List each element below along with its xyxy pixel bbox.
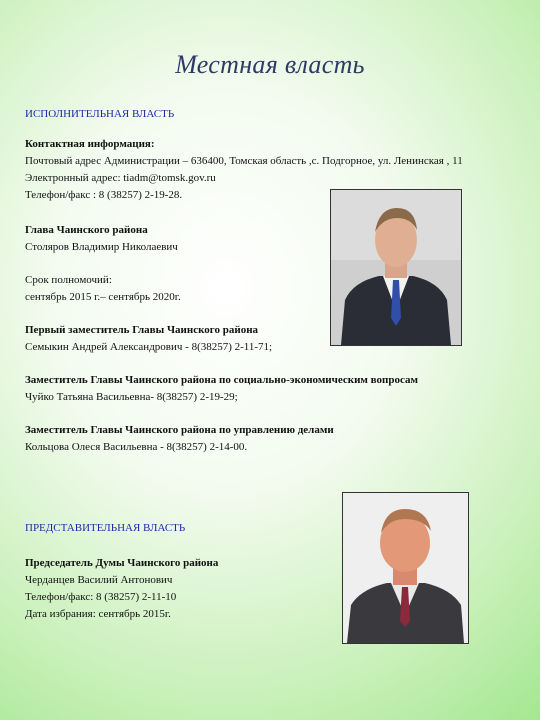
- portrait-man-suit-icon: [343, 493, 468, 643]
- chair-name: Черданцев Василий Антонович: [25, 574, 173, 586]
- chair-portrait-photo: [342, 492, 469, 644]
- deputy1-title: Первый заместитель Главы Чаинского района: [25, 324, 259, 336]
- head-portrait-photo: [330, 189, 462, 346]
- deputy1-info: Семыкин Андрей Александрович - 8(38257) 2-11-71;: [25, 341, 273, 353]
- deputy3-block: [25, 422, 334, 456]
- page-title: Местная власть: [175, 50, 365, 79]
- chair-title: Председатель Думы Чаинского района: [25, 557, 219, 569]
- contact-label: Контактная информация:: [25, 138, 155, 150]
- executive-heading: ИСПОЛНИТЕЛЬНАЯ ВЛАСТЬ: [25, 108, 175, 120]
- chair-elected: Дата избрания: сентябрь 2015г.: [25, 608, 171, 620]
- chair-block: [25, 555, 218, 623]
- term-label: Срок полномочий:: [25, 274, 112, 286]
- email-address: Электронный адрес: tiadm@tomsk.gov.ru: [25, 172, 216, 184]
- postal-address: Почтовый адрес Администрации – 636400, Томская область ,с. Подгорное, ул. Ленинская , 11: [25, 155, 463, 167]
- head-block: [25, 222, 178, 256]
- portrait-man-suit-icon: [331, 190, 461, 345]
- head-name: Столяров Владимир Николаевич: [25, 241, 178, 253]
- deputy3-title: Заместитель Главы Чаинского района по управлению делами: [25, 424, 334, 436]
- term-value: сентябрь 2015 г.– сентябрь 2020г.: [25, 291, 181, 303]
- deputy2-info: Чуйко Татьяна Васильевна- 8(38257) 2-19-29;: [25, 391, 238, 403]
- head-title: Глава Чаинского района: [25, 224, 148, 236]
- term-block: [25, 272, 181, 306]
- deputy2-title: Заместитель Главы Чаинского района по социально-экономическим вопросам: [25, 374, 418, 386]
- chair-phone: Телефон/факс: 8 (38257) 2-11-10: [25, 591, 177, 603]
- deputy1-block: [25, 322, 272, 356]
- deputy3-info: Кольцова Олеся Васильевна - 8(38257) 2-14-00.: [25, 441, 248, 453]
- phone-fax: Телефон/факс : 8 (38257) 2-19-28.: [25, 189, 183, 201]
- deputy2-block: [25, 372, 418, 406]
- representative-heading: ПРЕДСТАВИТЕЛЬНАЯ ВЛАСТЬ: [25, 522, 186, 534]
